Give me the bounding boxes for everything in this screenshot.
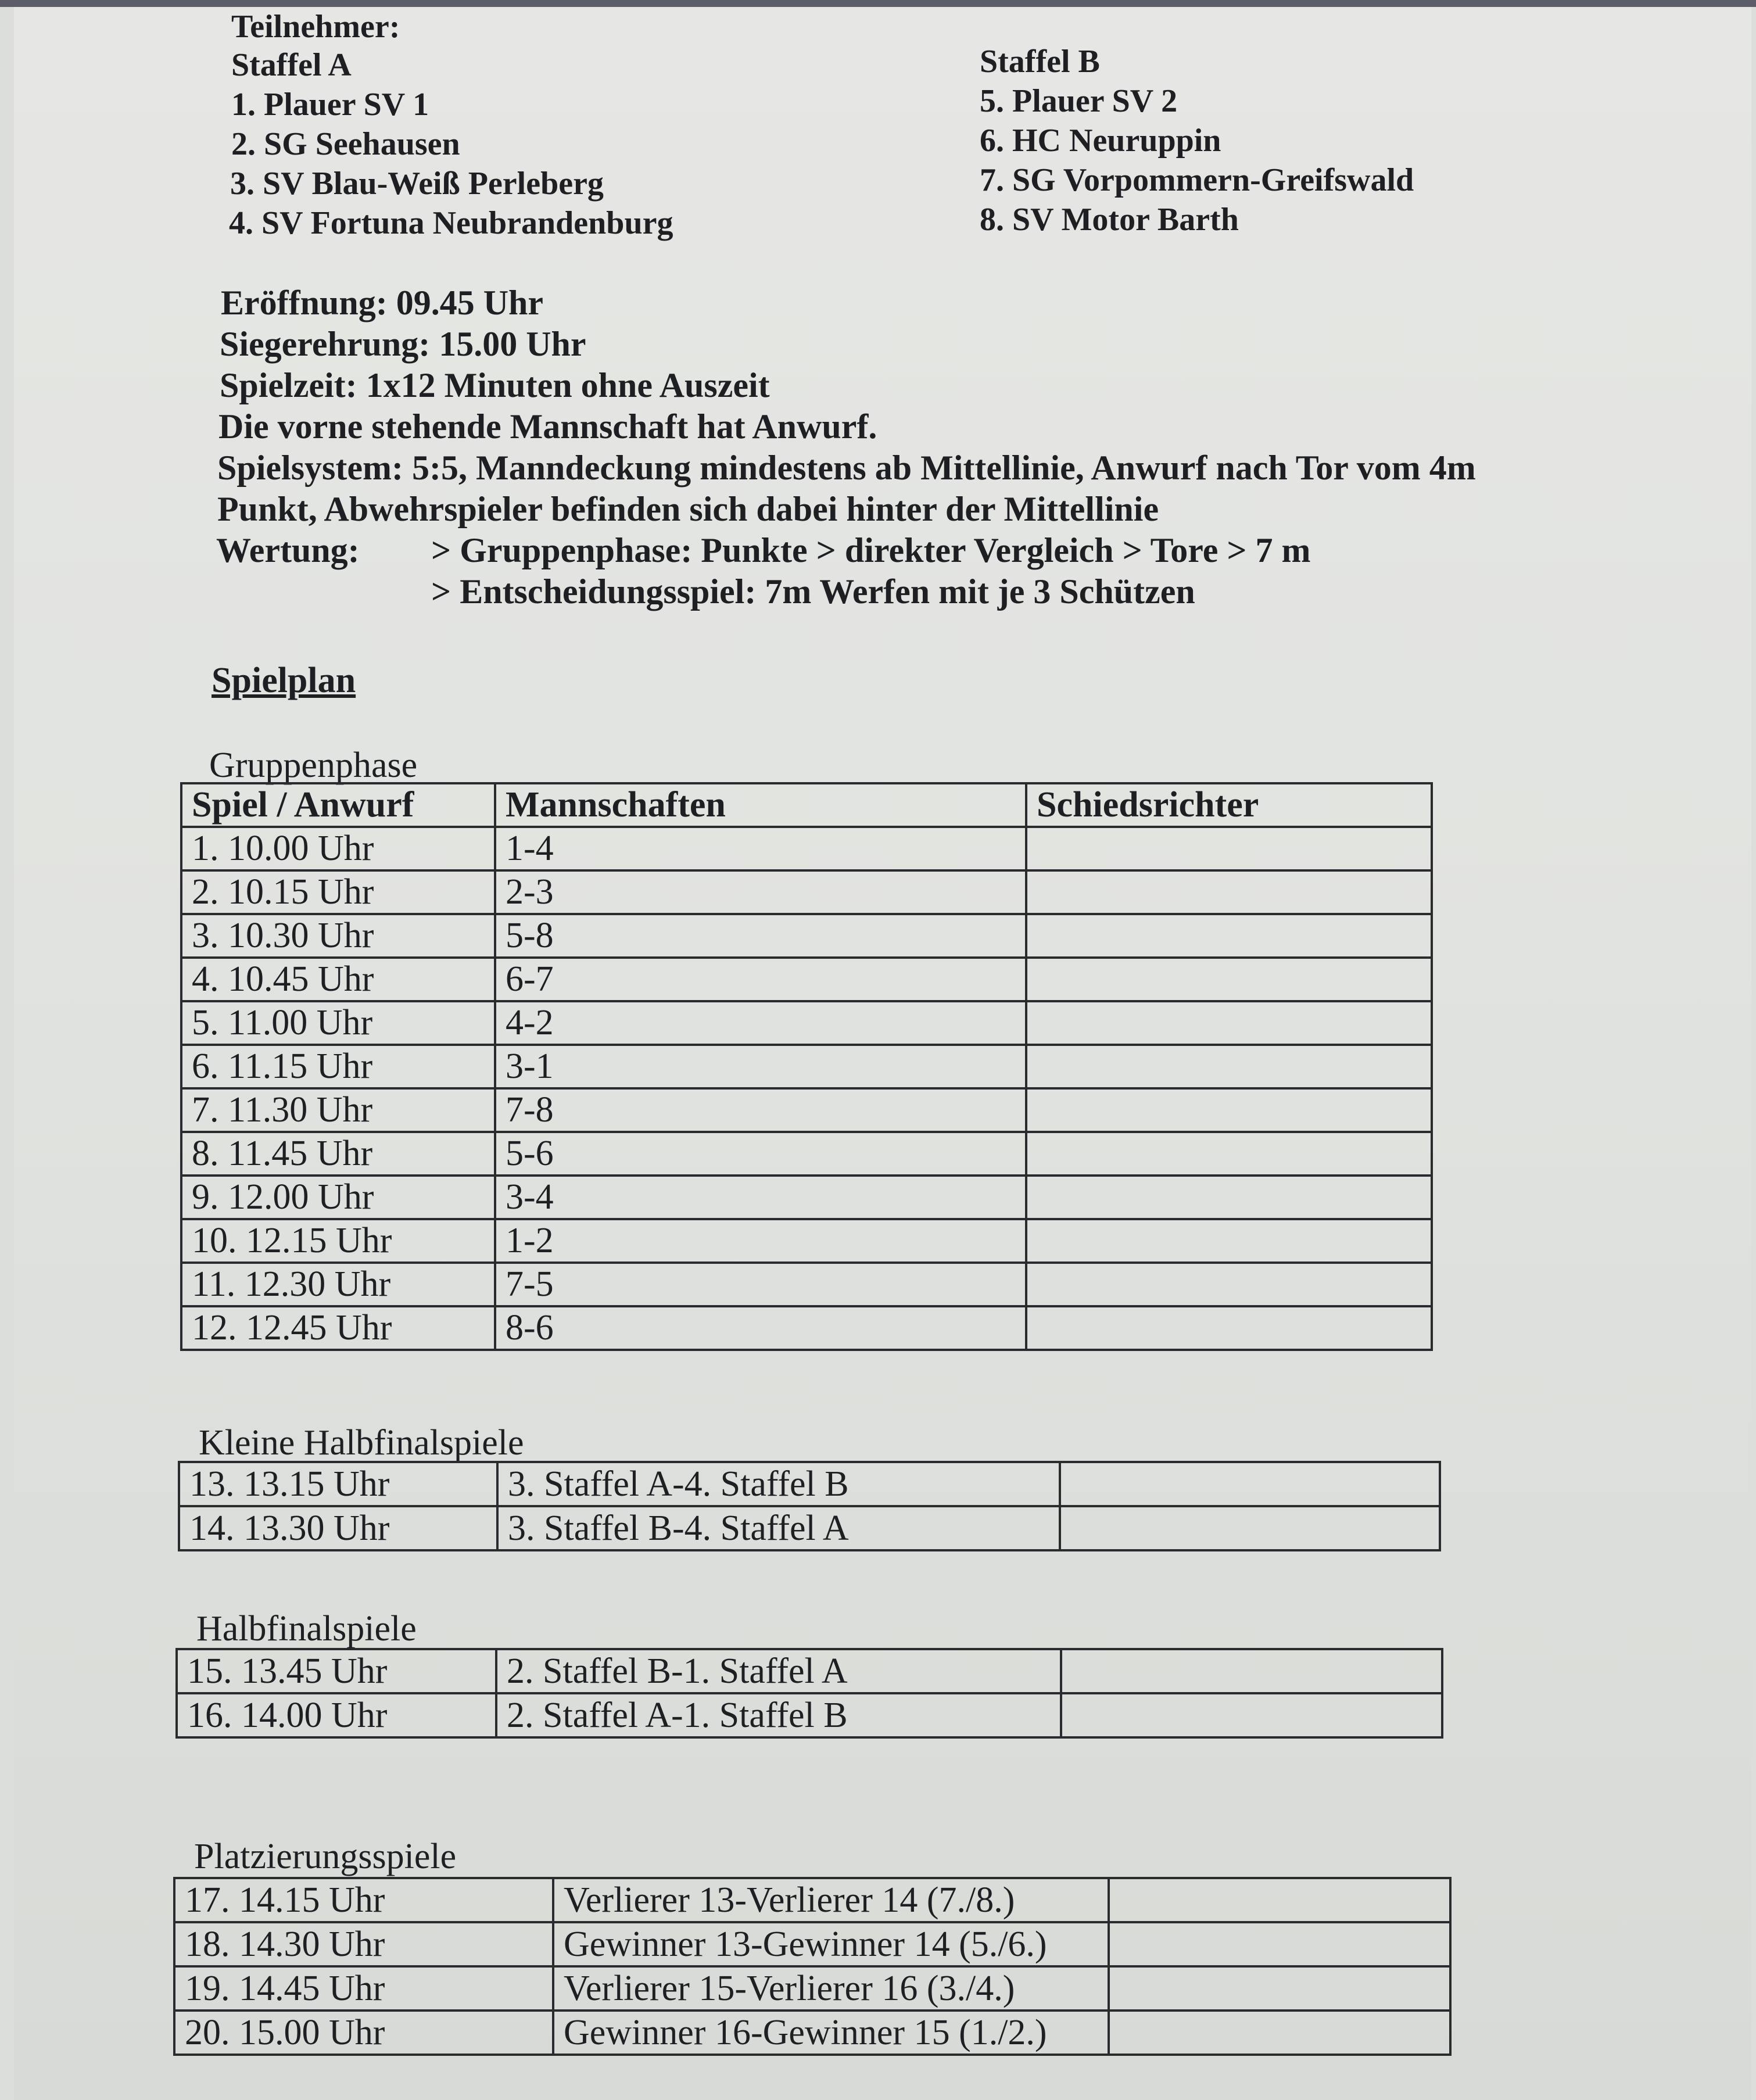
spielsystem-line-1: Spielsystem: 5:5, Manndeckung mindestens ab Mittellinie, Anwurf nach Tor vom 4m: [217, 449, 1476, 487]
table-row: [174, 1878, 1450, 1922]
referee: [1109, 1966, 1450, 2011]
anwurf-text: Die vorne stehende Mannschaft hat Anwurf.: [218, 407, 877, 446]
referee: [1026, 827, 1432, 870]
table-header-row: [181, 783, 1432, 827]
referee: [1026, 1088, 1432, 1132]
staffel-b-title: Staffel B: [980, 44, 1100, 80]
staffel-a-team-3: 3. SV Blau-Weiß Perleberg: [230, 166, 604, 202]
game-time: 11. 12.30 Uhr: [181, 1263, 495, 1306]
teams: 2. Staffel B-1. Staffel A: [496, 1649, 1061, 1693]
referee: [1026, 1001, 1432, 1045]
referee: [1026, 1219, 1432, 1263]
game-time: 4. 10.45 Uhr: [181, 958, 495, 1001]
game-time: 5. 11.00 Uhr: [181, 1001, 495, 1045]
table-row: [181, 914, 1432, 958]
referee: [1026, 914, 1432, 958]
referee: [1026, 1263, 1432, 1306]
referee: [1026, 1045, 1432, 1088]
table-row: [181, 1132, 1432, 1176]
wertung-label: Wertung:: [216, 531, 360, 569]
referee: [1060, 1506, 1440, 1550]
table-row: [181, 1176, 1432, 1219]
siegerehrung-text: Siegerehrung: 15.00 Uhr: [220, 325, 586, 363]
kleine-halbfinale-table: [178, 1461, 1441, 1551]
referee: [1026, 958, 1432, 1001]
table-row: [181, 870, 1432, 914]
staffel-b-team-7: 7. SG Vorpommern-Greifswald: [980, 162, 1414, 198]
teams: 3. Staffel A-4. Staffel B: [497, 1462, 1060, 1506]
platzierung-table: [173, 1877, 1452, 2056]
referee: [1060, 1462, 1440, 1506]
game-time: 20. 15.00 Uhr: [174, 2011, 553, 2055]
table-row: [181, 827, 1432, 870]
spielzeit-text: Spielzeit: 1x12 Minuten ohne Auszeit: [220, 366, 770, 404]
gruppenphase-caption: Gruppenphase: [209, 746, 418, 785]
game-time: 2. 10.15 Uhr: [181, 870, 495, 914]
table-row: [181, 1088, 1432, 1132]
referee: [1061, 1649, 1442, 1693]
platzierung-caption: Platzierungsspiele: [194, 1837, 457, 1876]
game-time: 9. 12.00 Uhr: [181, 1176, 495, 1219]
teams: Gewinner 13-Gewinner 14 (5./6.): [553, 1922, 1109, 1966]
referee: [1109, 2011, 1450, 2055]
game-time: 15. 13.45 Uhr: [177, 1649, 496, 1693]
teams: 6-7: [495, 958, 1026, 1001]
table-row: [174, 1922, 1450, 1966]
staffel-b-team-8: 8. SV Motor Barth: [980, 202, 1239, 238]
referee: [1109, 1878, 1450, 1922]
kleine-halbfinale-caption: Kleine Halbfinalspiele: [199, 1423, 524, 1463]
referee: [1109, 1922, 1450, 1966]
staffel-b-team-6: 6. HC Neuruppin: [980, 123, 1221, 159]
table-row: [181, 1219, 1432, 1263]
table-row: [181, 1263, 1432, 1306]
referee: [1026, 870, 1432, 914]
table-row: [181, 1306, 1432, 1350]
halbfinale-caption: Halbfinalspiele: [196, 1609, 417, 1649]
game-time: 3. 10.30 Uhr: [181, 914, 495, 958]
eroeffnung-text: Eröffnung: 09.45 Uhr: [221, 284, 544, 322]
teams: 1-4: [495, 827, 1026, 870]
gruppenphase-table: [180, 782, 1433, 1351]
game-time: 10. 12.15 Uhr: [181, 1219, 495, 1263]
teams: 3. Staffel B-4. Staffel A: [497, 1506, 1060, 1550]
teams: Verlierer 13-Verlierer 14 (7./8.): [553, 1878, 1109, 1922]
table-row: [177, 1693, 1442, 1737]
referee: [1061, 1693, 1442, 1737]
game-time: 12. 12.45 Uhr: [181, 1306, 495, 1350]
game-time: 19. 14.45 Uhr: [174, 1966, 553, 2011]
header-mannschaften: Mannschaften: [495, 783, 1026, 827]
table-row: [177, 1649, 1442, 1693]
referee: [1026, 1306, 1432, 1350]
game-time: 18. 14.30 Uhr: [174, 1922, 553, 1966]
staffel-a-team-1: 1. Plauer SV 1: [231, 87, 429, 123]
teams: 7-8: [495, 1088, 1026, 1132]
game-time: 17. 14.15 Uhr: [174, 1878, 553, 1922]
game-time: 6. 11.15 Uhr: [181, 1045, 495, 1088]
monitor-bezel: [0, 0, 1756, 7]
teams: 8-6: [495, 1306, 1026, 1350]
table-row: [174, 1966, 1450, 2011]
game-time: 16. 14.00 Uhr: [177, 1693, 496, 1737]
teams: 3-4: [495, 1176, 1026, 1219]
teams: 5-6: [495, 1132, 1026, 1176]
teams: 5-8: [495, 914, 1026, 958]
table-row: [174, 2011, 1450, 2055]
table-row: [179, 1462, 1440, 1506]
spielsystem-line-2: Punkt, Abwehrspieler befinden sich dabei hinter der Mittellinie: [217, 490, 1159, 528]
header-schiedsrichter: Schiedsrichter: [1026, 783, 1432, 827]
halbfinale-table: [175, 1648, 1443, 1739]
table-row: [181, 958, 1432, 1001]
game-time: 7. 11.30 Uhr: [181, 1088, 495, 1132]
game-time: 1. 10.00 Uhr: [181, 827, 495, 870]
teams: 2. Staffel A-1. Staffel B: [496, 1693, 1061, 1737]
staffel-a-team-2: 2. SG Seehausen: [231, 126, 460, 162]
game-time: 14. 13.30 Uhr: [179, 1506, 497, 1550]
table-row: [179, 1506, 1440, 1550]
game-time: 8. 11.45 Uhr: [181, 1132, 495, 1176]
document-page: [14, 7, 1751, 2100]
teams: 4-2: [495, 1001, 1026, 1045]
participants-heading: Teilnehmer:: [231, 9, 400, 45]
teams: 1-2: [495, 1219, 1026, 1263]
teams: Gewinner 16-Gewinner 15 (1./2.): [553, 2011, 1109, 2055]
staffel-a-team-4: 4. SV Fortuna Neubrandenburg: [229, 205, 673, 241]
referee: [1026, 1132, 1432, 1176]
teams: 2-3: [495, 870, 1026, 914]
table-row: [181, 1045, 1432, 1088]
table-row: [181, 1001, 1432, 1045]
header-spiel-anwurf: Spiel / Anwurf: [181, 783, 495, 827]
wertung-line-1: > Gruppenphase: Punkte > direkter Vergleich > Tore > 7 m: [431, 531, 1311, 569]
spielplan-heading: Spielplan: [212, 661, 356, 700]
teams: Verlierer 15-Verlierer 16 (3./4.): [553, 1966, 1109, 2011]
staffel-a-title: Staffel A: [231, 47, 352, 83]
referee: [1026, 1176, 1432, 1219]
wertung-line-2: > Entscheidungsspiel: 7m Werfen mit je 3 Schützen: [431, 572, 1195, 611]
teams: 7-5: [495, 1263, 1026, 1306]
staffel-b-team-5: 5. Plauer SV 2: [980, 83, 1178, 119]
game-time: 13. 13.15 Uhr: [179, 1462, 497, 1506]
teams: 3-1: [495, 1045, 1026, 1088]
